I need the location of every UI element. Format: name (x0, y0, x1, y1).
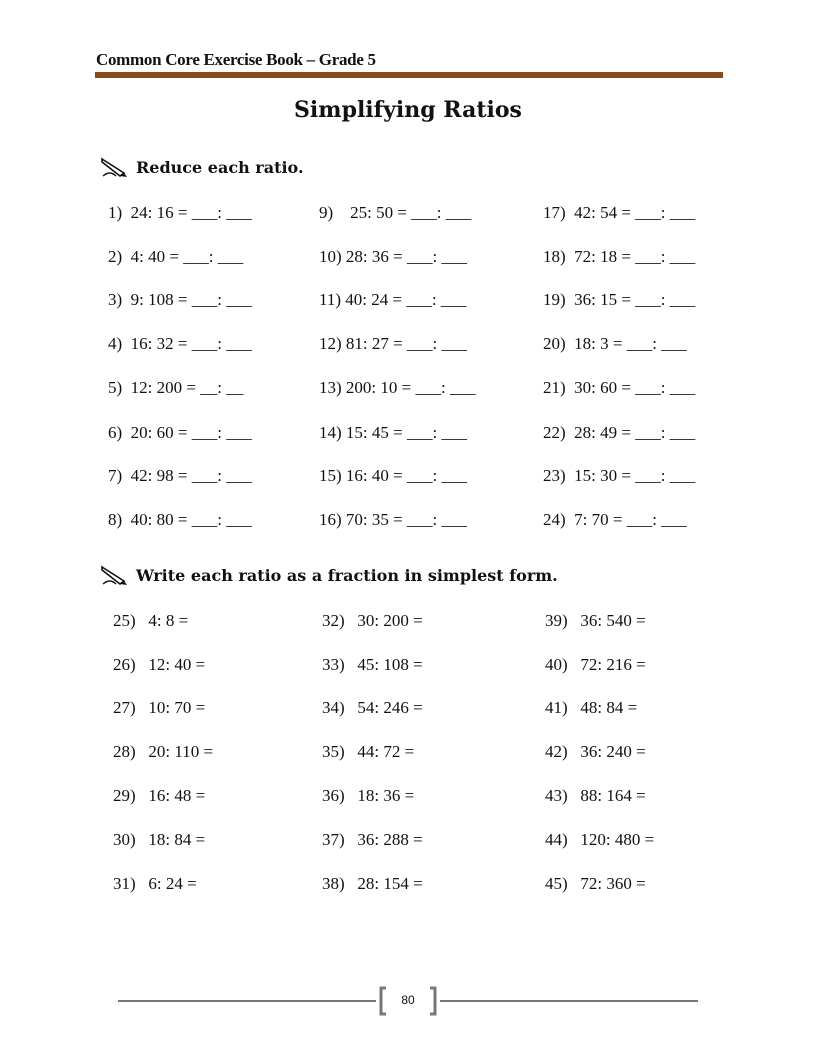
problem-item: 24) 7: 70 = ___: ___ (543, 510, 687, 529)
problem-item: 42) 36: 240 = (545, 742, 646, 761)
problem-item: 13) 200: 10 = ___: ___ (319, 378, 476, 397)
page-number: 80 (401, 993, 415, 1007)
problem-item: 19) 36: 15 = ___: ___ (543, 290, 696, 309)
problem-item: 1) 24: 16 = ___: ___ (108, 203, 252, 222)
problem-item: 14) 15: 45 = ___: ___ (319, 423, 467, 442)
footer-rule-right (440, 1000, 698, 1002)
book-title: Common Core Exercise Book – Grade 5 (96, 50, 376, 69)
problem-item: 27) 10: 70 = (113, 698, 206, 717)
problem-item: 43) 88: 164 = (545, 786, 646, 805)
section-2-heading (100, 564, 558, 586)
problem-item: 31) 6: 24 = (113, 874, 197, 893)
section-1-heading (100, 156, 304, 178)
problem-item: 8) 40: 80 = ___: ___ (108, 510, 252, 529)
footer-rule-left (118, 1000, 376, 1002)
problem-item: 15) 16: 40 = ___: ___ (319, 466, 467, 485)
problem-item: 12) 81: 27 = ___: ___ (319, 334, 467, 353)
problem-item: 40) 72: 216 = (545, 655, 646, 674)
problem-item: 17) 42: 54 = ___: ___ (543, 203, 696, 222)
problem-item: 37) 36: 288 = (322, 830, 423, 849)
problem-item: 30) 18: 84 = (113, 830, 206, 849)
problem-item: 36) 18: 36 = (322, 786, 415, 805)
problem-item: 29) 16: 48 = (113, 786, 206, 805)
problem-item: 32) 30: 200 = (322, 611, 423, 630)
problem-item: 25) 4: 8 = (113, 611, 189, 630)
header-rule (95, 72, 723, 78)
problem-item: 5) 12: 200 = __: __ (108, 378, 244, 397)
problem-item: 2) 4: 40 = ___: ___ (108, 247, 244, 266)
problem-item: 44) 120: 480 = (545, 830, 655, 849)
problem-item: 41) 48: 84 = (545, 698, 638, 717)
pencil-icon (100, 156, 128, 178)
problem-item: 33) 45: 108 = (322, 655, 423, 674)
problem-item: 21) 30: 60 = ___: ___ (543, 378, 696, 397)
problem-item: 9) 25: 50 = ___: ___ (319, 203, 472, 222)
problem-item: 34) 54: 246 = (322, 698, 423, 717)
pencil-icon (100, 564, 128, 586)
problem-item: 22) 28: 49 = ___: ___ (543, 423, 696, 442)
problem-item: 28) 20: 110 = (113, 742, 214, 761)
problem-item: 45) 72: 360 = (545, 874, 646, 893)
problem-item: 39) 36: 540 = (545, 611, 646, 630)
problem-item: 7) 42: 98 = ___: ___ (108, 466, 252, 485)
problem-item: 38) 28: 154 = (322, 874, 423, 893)
problem-item: 10) 28: 36 = ___: ___ (319, 247, 467, 266)
problem-item: 3) 9: 108 = ___: ___ (108, 290, 252, 309)
problem-item: 11) 40: 24 = ___: ___ (319, 290, 467, 309)
problem-item: 18) 72: 18 = ___: ___ (543, 247, 696, 266)
problem-item: 35) 44: 72 = (322, 742, 415, 761)
problem-item: 26) 12: 40 = (113, 655, 206, 674)
section-2-instruction: Write each ratio as a fraction in simplest form. (136, 565, 558, 585)
section-1-instruction: Reduce each ratio. (136, 157, 304, 177)
problem-item: 6) 20: 60 = ___: ___ (108, 423, 252, 442)
problem-item: 16) 70: 35 = ___: ___ (319, 510, 467, 529)
page-title: Simplifying Ratios (294, 97, 522, 123)
problem-item: 23) 15: 30 = ___: ___ (543, 466, 696, 485)
problem-item: 4) 16: 32 = ___: ___ (108, 334, 252, 353)
problem-item: 20) 18: 3 = ___: ___ (543, 334, 687, 353)
